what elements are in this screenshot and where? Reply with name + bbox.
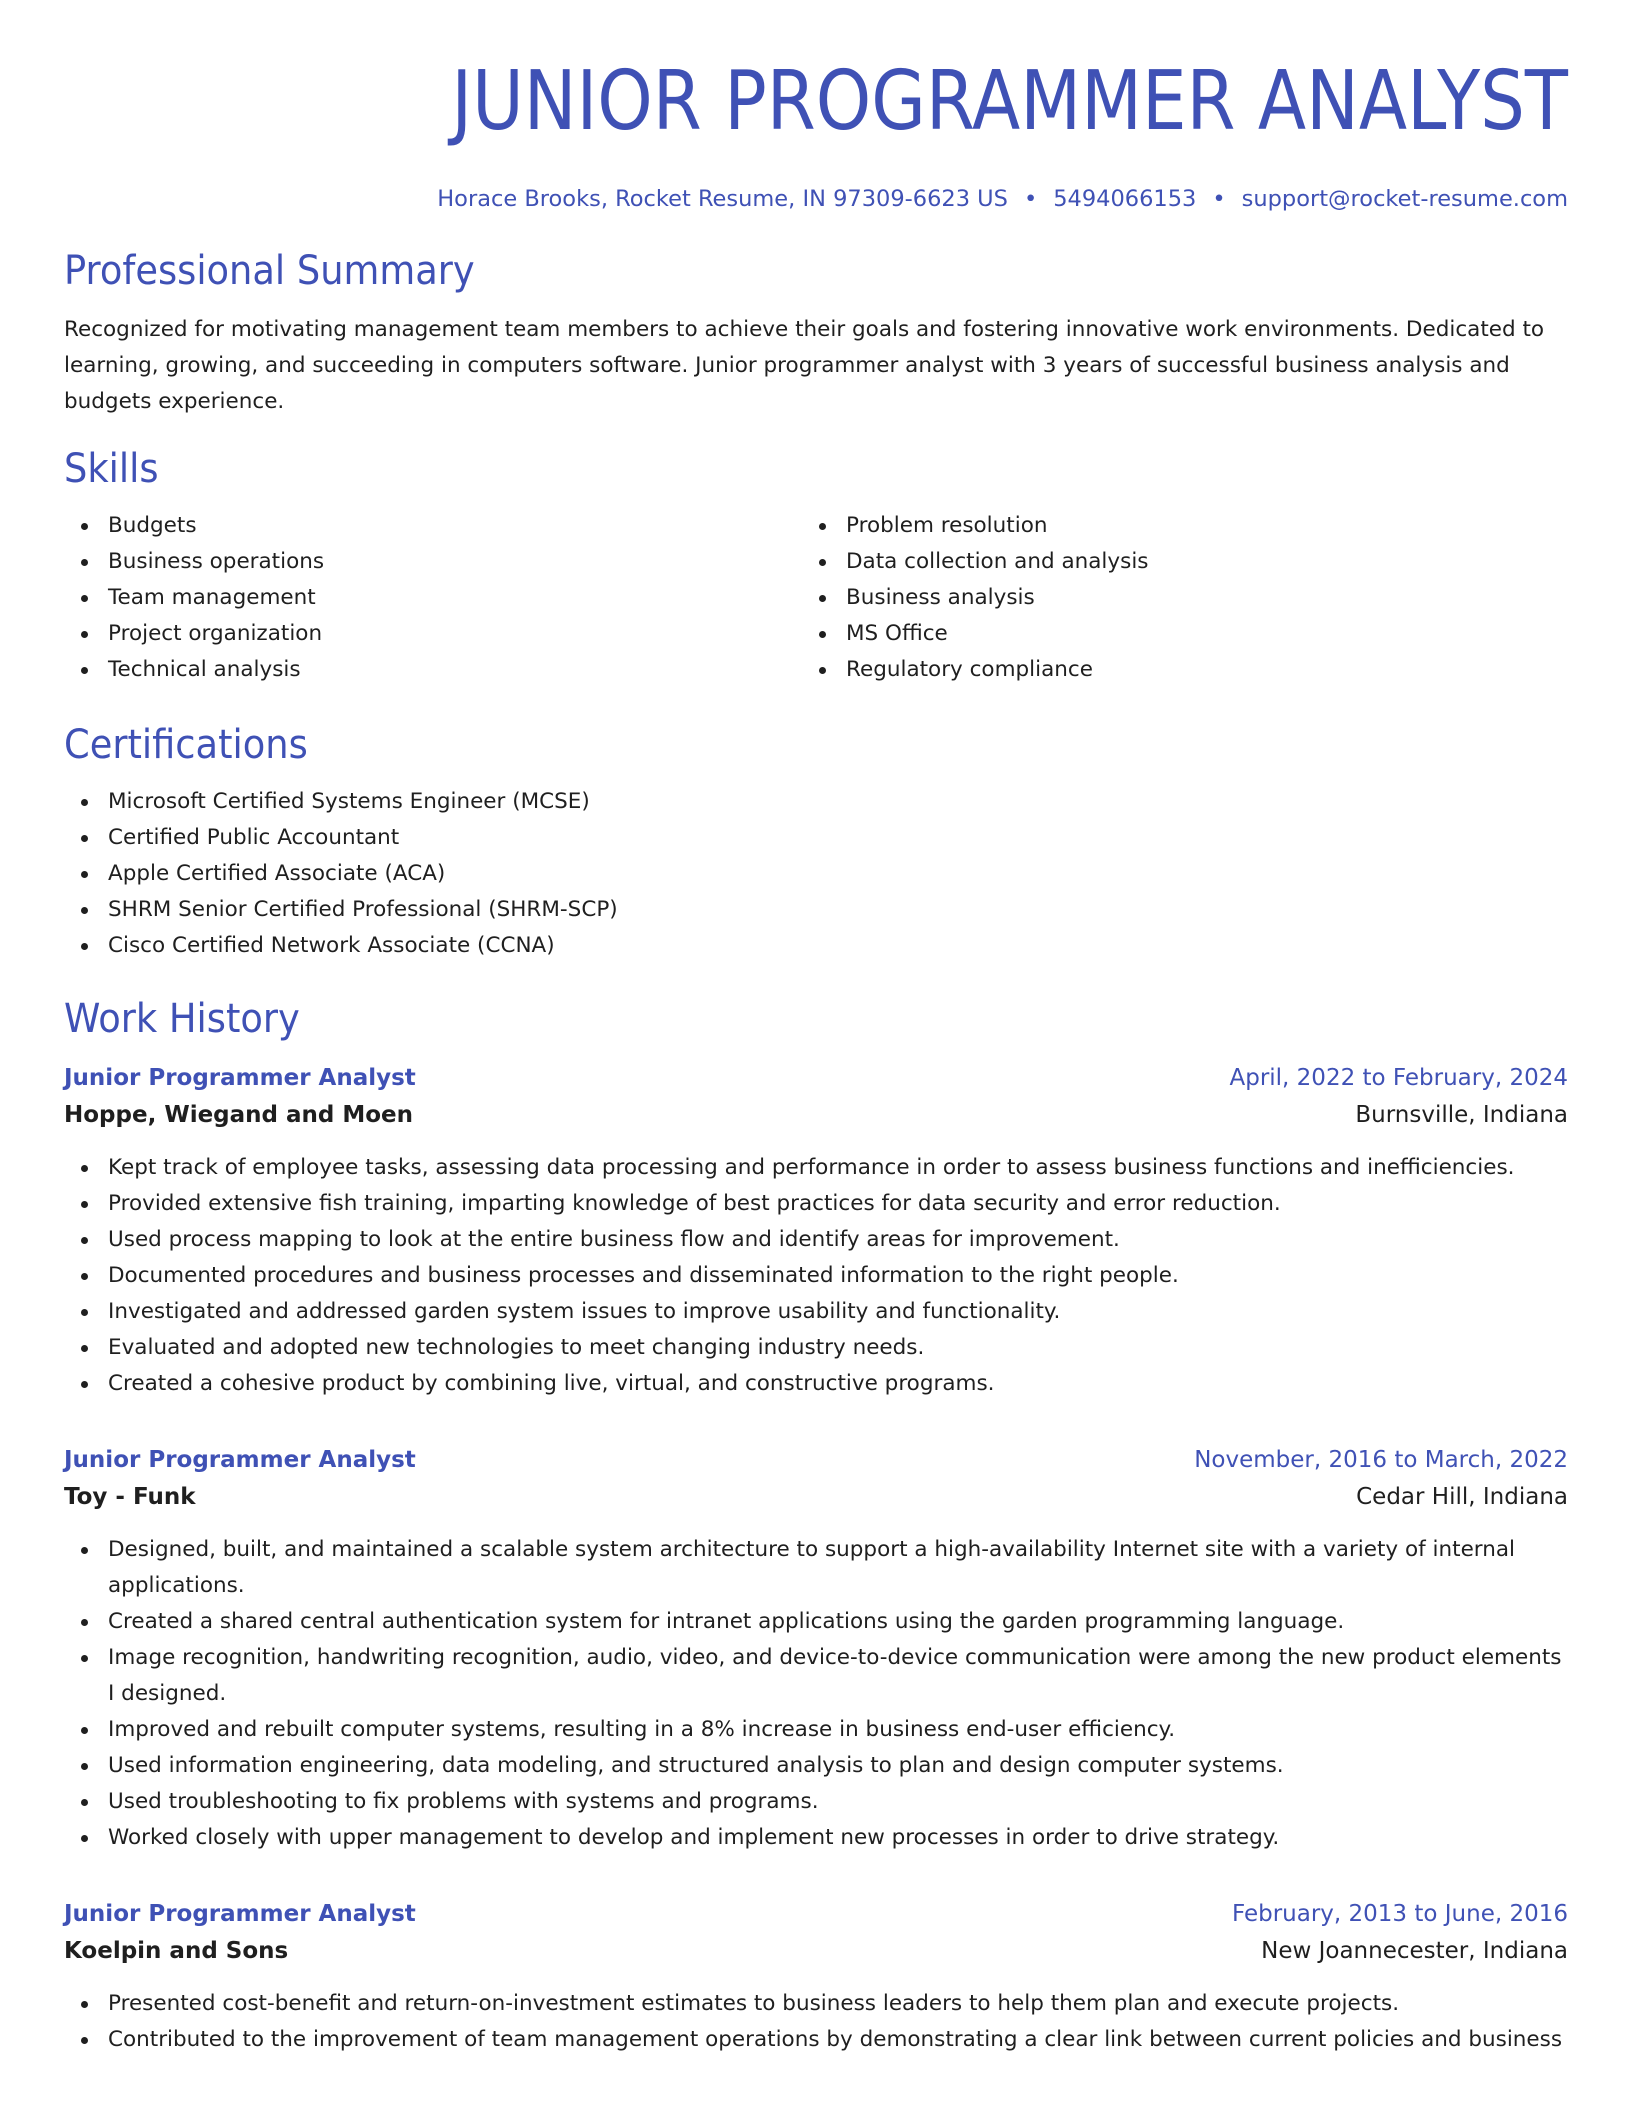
job-bullet: Created a shared central authentication system for intranet applications using the garden programming language. (64, 1604, 1568, 1640)
job-bullet: Presented cost-benefit and return-on-investment estimates to business leaders to help them plan and execute projects. (64, 1986, 1568, 2022)
certifications-list (64, 784, 1568, 964)
skills-heading: Skills (64, 446, 159, 492)
skill-item: Project organization (64, 616, 802, 652)
job-bullet: Worked closely with upper management to develop and implement new processes in order to drive strategy. (64, 1820, 1568, 1856)
job-title: Junior Programmer Analyst (64, 1447, 416, 1473)
job-company-row (64, 1478, 1568, 1516)
contact-email[interactable]: support@rocket-resume.com (1241, 186, 1568, 212)
job-bullet: Kept track of employee tasks, assessing data processing and performance in order to assess business functions and inefficiencies. (64, 1150, 1568, 1186)
summary-text: Recognized for motivating management team members to achieve their goals and fostering innovative work environments. Dedicated to learning, growing, and succeeding in computers software. Junior programmer analyst with 3 years of successful business analysis and budgets experience. (64, 317, 1545, 414)
job-bullet: Improved and rebuilt computer systems, resulting in a 8% increase in business end-user efficiency. (64, 1712, 1568, 1748)
contact-phone: 5494066153 (1053, 186, 1197, 212)
skill-item: MS Office (802, 616, 1540, 652)
job-bullet-list (64, 1532, 1568, 1856)
job-entry (64, 1060, 1568, 1402)
job-company-row (64, 1096, 1568, 1134)
job-bullet-list (64, 1986, 1568, 2058)
job-bullet-list (64, 1150, 1568, 1402)
certifications-heading: Certifications (64, 722, 308, 768)
job-bullet: Documented procedures and business processes and disseminated information to the right people. (64, 1258, 1568, 1294)
skills-right-list (802, 508, 1540, 688)
work-history-heading: Work History (64, 996, 300, 1042)
job-location: Cedar Hill, Indiana (1356, 1484, 1568, 1510)
job-header-row (64, 1060, 1568, 1096)
job-entry (64, 1442, 1568, 1856)
resume-title: JUNIOR PROGRAMMER ANALYST (451, 54, 1568, 149)
work-history-section (64, 994, 1568, 2058)
certification-item: Cisco Certified Network Associate (CCNA) (64, 928, 1568, 964)
job-bullet: Investigated and addressed garden system issues to improve usability and functionality. (64, 1294, 1568, 1330)
summary-section (64, 246, 1568, 420)
job-bullet: Used process mapping to look at the entire business flow and identify areas for improvement. (64, 1222, 1568, 1258)
skill-item: Technical analysis (64, 652, 802, 688)
job-entry (64, 1896, 1568, 2058)
job-dates: February, 2013 to June, 2016 (1231, 1901, 1568, 1927)
job-title: Junior Programmer Analyst (64, 1901, 416, 1927)
certification-item: SHRM Senior Certified Professional (SHRM-SCP) (64, 892, 1568, 928)
skill-item: Problem resolution (802, 508, 1540, 544)
certification-item: Microsoft Certified Systems Engineer (MCSE) (64, 784, 1568, 820)
certification-item: Certified Public Accountant (64, 820, 1568, 856)
skills-section (64, 444, 1568, 688)
skill-item: Budgets (64, 508, 802, 544)
job-header-row (64, 1896, 1568, 1932)
resume-header (64, 0, 1568, 214)
contact-address: Horace Brooks, Rocket Resume, IN 97309-6623 US (437, 186, 1008, 212)
skill-item: Business analysis (802, 580, 1540, 616)
skill-item: Regulatory compliance (802, 652, 1540, 688)
skill-item: Data collection and analysis (802, 544, 1540, 580)
job-bullet: Designed, built, and maintained a scalable system architecture to support a high-availability Internet site with a variety of internal applications. (64, 1532, 1568, 1604)
contact-line (64, 184, 1568, 214)
job-location: New Joannecester, Indiana (1261, 1938, 1568, 1964)
certification-item: Apple Certified Associate (ACA) (64, 856, 1568, 892)
skills-left-list (64, 508, 802, 688)
job-dates: November, 2016 to March, 2022 (1194, 1447, 1568, 1473)
contact-separator: • (1212, 186, 1226, 212)
skill-item: Business operations (64, 544, 802, 580)
job-bullet: Created a cohesive product by combining live, virtual, and constructive programs. (64, 1366, 1568, 1402)
job-company: Toy - Funk (64, 1484, 196, 1510)
summary-heading: Professional Summary (64, 248, 475, 294)
job-bullet: Provided extensive fish training, imparting knowledge of best practices for data security and error reduction. (64, 1186, 1568, 1222)
job-company-row (64, 1932, 1568, 1970)
job-company: Koelpin and Sons (64, 1938, 289, 1964)
job-bullet: Used information engineering, data modeling, and structured analysis to plan and design computer systems. (64, 1748, 1568, 1784)
contact-separator: • (1023, 186, 1038, 212)
job-bullet: Image recognition, handwriting recognition, audio, video, and device-to-device communication were among the new product elements I designed. (64, 1640, 1568, 1712)
job-header-row (64, 1442, 1568, 1478)
job-bullet: Evaluated and adopted new technologies to meet changing industry needs. (64, 1330, 1568, 1366)
certifications-section (64, 720, 1568, 964)
skills-grid (64, 508, 1568, 688)
job-bullet: Contributed to the improvement of team management operations by demonstrating a clear link between current policies and business (64, 2022, 1568, 2058)
job-title: Junior Programmer Analyst (64, 1065, 416, 1091)
job-bullet: Used troubleshooting to fix problems with systems and programs. (64, 1784, 1568, 1820)
skill-item: Team management (64, 580, 802, 616)
job-company: Hoppe, Wiegand and Moen (64, 1102, 414, 1128)
job-location: Burnsville, Indiana (1355, 1102, 1568, 1128)
job-dates: April, 2022 to February, 2024 (1229, 1065, 1568, 1091)
